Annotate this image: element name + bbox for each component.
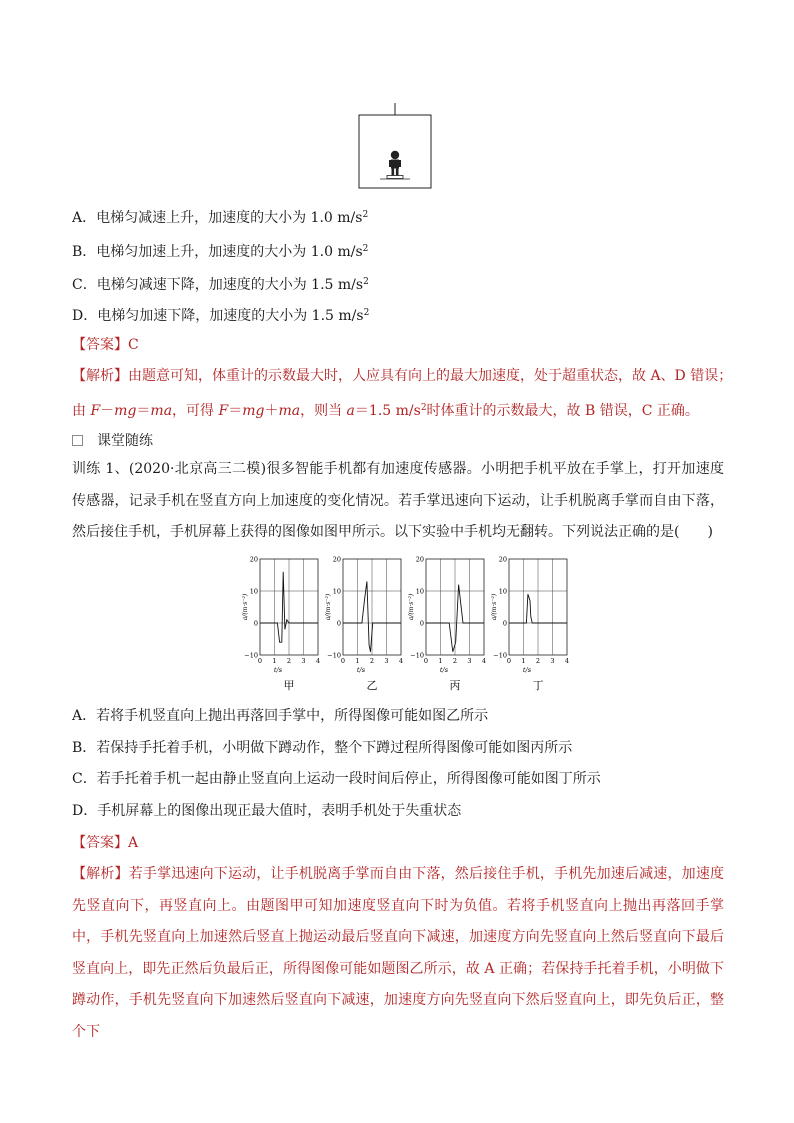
graph-label: 丁 xyxy=(532,679,544,692)
acceleration-graphs xyxy=(240,553,570,699)
x-tick-label: 3 xyxy=(301,657,306,665)
edit-icon xyxy=(72,435,83,446)
y-tick-label: 20 xyxy=(249,555,258,564)
y-tick-label: 10 xyxy=(249,587,258,596)
y-tick-label: 20 xyxy=(415,555,424,564)
y-tick-label: −10 xyxy=(327,651,341,660)
x-tick-label: 2 xyxy=(535,657,541,665)
y-tick-label: −10 xyxy=(410,651,424,660)
x-axis-label: t/s xyxy=(439,666,449,674)
y-tick-label: 20 xyxy=(498,555,507,564)
question-2-stem: 训练 1、(2020·北京高三二模)很多智能手机都有加速度传感器。小明把手机平放在手掌上，打开加速度传感器，记录手机在竖直方向上加速度的变化情况。若手掌迅速向下运动，让手机脱离手掌而自由下落，然后接住手机，手机屏幕上获得的图像如图甲所示。以下实验中手机均无翻转。下列说法正确的是( ) xyxy=(72,461,724,540)
section-title: 课堂随练 xyxy=(72,431,153,451)
graph-yi xyxy=(325,556,403,693)
option-d: D．电梯匀加速下降，加速度的大小为 1.5 $m/s^2$ xyxy=(72,308,370,324)
x-tick-label: 4 xyxy=(398,657,404,665)
x-tick-label: 2 xyxy=(286,657,292,665)
x-tick-label: 3 xyxy=(384,657,389,665)
analysis-2: 【解析】若手掌迅速向下运动，让手机脱离手掌而自由下落，然后接住手机，手机先加速后减速，加速度先竖直向下，再竖直向上。由题图甲可知加速度竖直向下时为负值。若将手机竖直向上抛出再落回手掌中，手机先竖直向上加速然后竖直上抛运动最后竖直向下减速，加速度方向先竖直向上然后竖直向下最后竖直向上，即先正然后负最后正，所得图像可能如题图乙所示，故 A 正确；若保持手托着手机，小明做下蹲动作，手机先竖直向下加速然后竖直向下减速，加速度方向先竖直向下然后竖直向上，即先负后正，整个下 xyxy=(72,866,725,1040)
x-tick-label: 1 xyxy=(521,657,526,665)
option-2b: B．若保持手托着手机，小明做下蹲动作，整个下蹲过程所得图像可能如图丙所示 xyxy=(72,740,573,756)
y-tick-label: 0 xyxy=(253,619,258,628)
y-axis-label: a/(m·s⁻²) xyxy=(491,593,498,621)
x-tick-label: 1 xyxy=(272,657,277,665)
graph-jia xyxy=(242,556,320,693)
x-axis-label: t/s xyxy=(356,666,366,674)
x-tick-label: 1 xyxy=(438,657,443,665)
y-axis-label: a/(m·s⁻²) xyxy=(242,593,249,621)
x-tick-label: 2 xyxy=(369,657,375,665)
y-tick-label: 10 xyxy=(415,587,424,596)
y-tick-label: −10 xyxy=(244,651,258,660)
option-c: C．电梯匀减速下降，加速度的大小为 1.5 $m/s^2$ xyxy=(72,277,369,293)
x-tick-label: 0 xyxy=(340,657,346,665)
answer-1: 【答案】C xyxy=(72,337,139,353)
graph-label: 甲 xyxy=(283,679,295,692)
y-tick-label: 0 xyxy=(502,619,507,628)
option-b: B．电梯匀加速上升，加速度的大小为 1.0 $m/s^2$ xyxy=(72,244,369,260)
y-tick-label: 20 xyxy=(332,555,341,564)
y-tick-label: 10 xyxy=(498,587,507,596)
option-2a: A．若将手机竖直向上抛出再落回手掌中，所得图像可能如图乙所示 xyxy=(72,708,489,724)
x-tick-label: 3 xyxy=(550,657,555,665)
y-tick-label: 0 xyxy=(419,619,424,628)
x-tick-label: 0 xyxy=(506,657,512,665)
graph-ding xyxy=(491,556,569,693)
analysis-1-line2: 由 F－mg＝ma，可得 F＝mg＋ma，则当 a＝1.5 $m/s^2$时体重计的示数最大，故 B 错误，C 正确。 xyxy=(72,403,699,419)
y-tick-label: 10 xyxy=(332,587,341,596)
x-tick-label: 3 xyxy=(467,657,472,665)
option-2d: D．手机屏幕上的图像出现正最大值时，表明手机处于失重状态 xyxy=(72,803,462,819)
y-tick-label: −10 xyxy=(493,651,507,660)
graph-label: 乙 xyxy=(366,679,378,692)
x-axis-label: t/s xyxy=(522,666,532,674)
x-tick-label: 4 xyxy=(315,657,321,665)
answer-2: 【答案】A xyxy=(72,835,139,851)
x-tick-label: 0 xyxy=(257,657,263,665)
graph-label: 丙 xyxy=(449,679,461,692)
x-tick-label: 4 xyxy=(564,657,570,665)
elevator-figure xyxy=(358,103,432,189)
x-tick-label: 2 xyxy=(452,657,458,665)
option-a: A．电梯匀减速上升，加速度的大小为 1.0 $m/s^2$ xyxy=(72,210,369,226)
x-tick-label: 4 xyxy=(481,657,487,665)
y-axis-label: a/(m·s⁻²) xyxy=(325,593,332,621)
y-axis-label: a/(m·s⁻²) xyxy=(408,593,415,621)
y-tick-label: 0 xyxy=(336,619,341,628)
analysis-1-line1: 【解析】由题意可知，体重计的示数最大时，人应具有向上的最大加速度，处于超重状态，故 A、D 错误； xyxy=(72,368,733,384)
x-tick-label: 0 xyxy=(423,657,429,665)
graph-bing xyxy=(408,556,486,693)
x-tick-label: 1 xyxy=(355,657,360,665)
option-2c: C．若手托着手机一起由静止竖直向上运动一段时间后停止，所得图像可能如图丁所示 xyxy=(72,771,601,787)
x-axis-label: t/s xyxy=(273,666,283,674)
